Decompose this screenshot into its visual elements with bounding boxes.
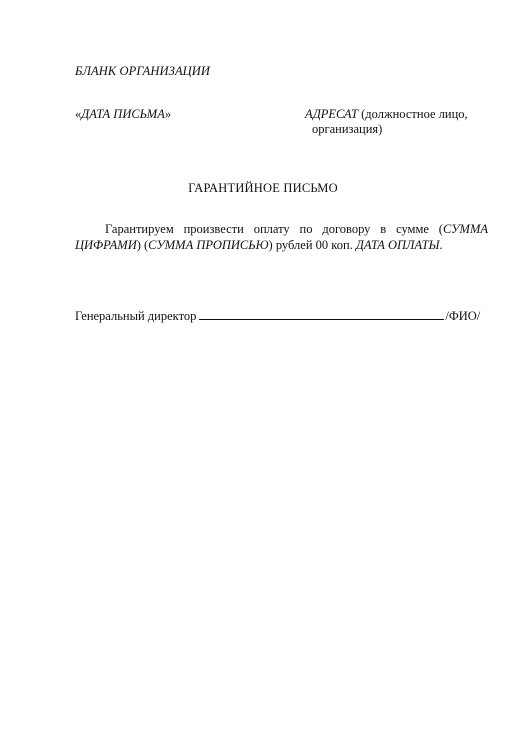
signature-line — [199, 308, 444, 320]
addressee-placeholder: АДРЕСАТ — [305, 107, 359, 121]
signatory-name-placeholder: /ФИО/ — [445, 309, 481, 323]
body-text-part4: . — [439, 237, 443, 252]
organization-letterhead-placeholder: БЛАНК ОРГАНИЗАЦИИ — [75, 64, 211, 78]
body-text-part1: Гарантируем произвести оплату по договору в сумме ( — [105, 222, 443, 236]
addressee-note-line1: (должностное лицо, — [358, 107, 468, 121]
payment-date-placeholder: ДАТА ОПЛАТЫ — [355, 237, 440, 252]
amount-words-placeholder: СУММА ПРОПИСЬЮ — [148, 237, 269, 252]
date-open-quote: « — [75, 107, 82, 121]
addressee-block — [305, 107, 490, 137]
amount-digits-placeholder: СУММА ЦИФРАМИ — [75, 222, 488, 252]
body-text-part2: ) ( — [136, 237, 149, 252]
signatory-position: Генеральный директор — [75, 309, 197, 323]
guarantee-paragraph — [75, 222, 488, 253]
document-title: ГАРАНТИЙНОЕ ПИСЬМО — [188, 181, 338, 195]
date-close-quote: » — [164, 107, 172, 121]
letter-date — [75, 107, 171, 122]
body-text-part3: ) рублей 00 коп. — [268, 237, 356, 252]
signature-block — [75, 308, 480, 324]
date-placeholder: ДАТА ПИСЬМА — [81, 107, 165, 121]
addressee-note-line2: организация) — [312, 122, 383, 136]
